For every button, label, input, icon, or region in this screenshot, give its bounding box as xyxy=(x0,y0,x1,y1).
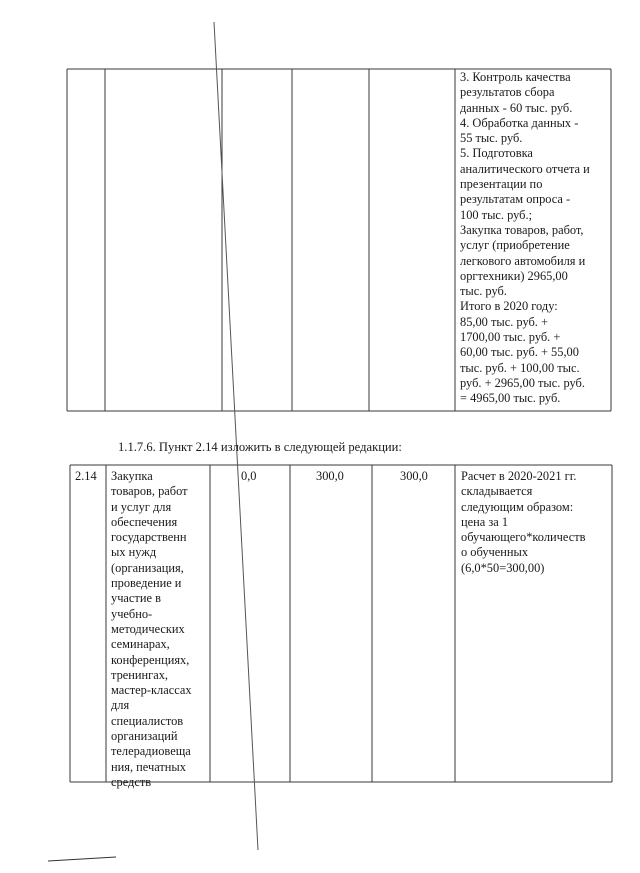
top-table-note-cell: 3. Контроль качества результатов сбора данных - 60 тыс. руб. 4. Обработка данных - 55 тыс. руб. 5. Подготовка аналитического отчета и презентации по результатам опроса - 100 тыс. руб.; Закупка товаров, работ, услуг (приобретение легкового автомобиля и оргтехники) 2965,00 тыс. руб. Итого в 2020 году: 85,00 тыс. руб. + 1700,00 тыс. руб. + 60,00 тыс. руб. + 55,00 тыс. руб. + 100,00 тыс. руб. + 2965,00 тыс. руб. = 4965,00 тыс. руб. xyxy=(460,70,590,406)
row-note-cell: Расчет в 2020-2021 гг. складывается следующим образом: цена за 1 обучающего*количеств о обученных (6,0*50=300,00) xyxy=(461,469,586,575)
row-value-1-cell: 0,0 xyxy=(241,469,257,483)
row-value-3-cell: 300,0 xyxy=(400,469,428,483)
amendment-paragraph: 1.1.7.6. Пункт 2.14 изложить в следующей редакции: xyxy=(118,440,402,454)
scan-artifact-line xyxy=(214,22,258,850)
row-name-cell: Закупка товаров, работ и услуг для обеспечения государственн ых нужд (организация, проведение и участие в учебно- методических семинарах, конференциях, тренингах, мастер-классах для специалистов организаций телерадиовеща ния, печатных средств xyxy=(111,469,192,789)
footnote-rule xyxy=(48,857,116,861)
row-value-2-cell: 300,0 xyxy=(316,469,344,483)
row-number-cell: 2.14 xyxy=(75,469,97,483)
